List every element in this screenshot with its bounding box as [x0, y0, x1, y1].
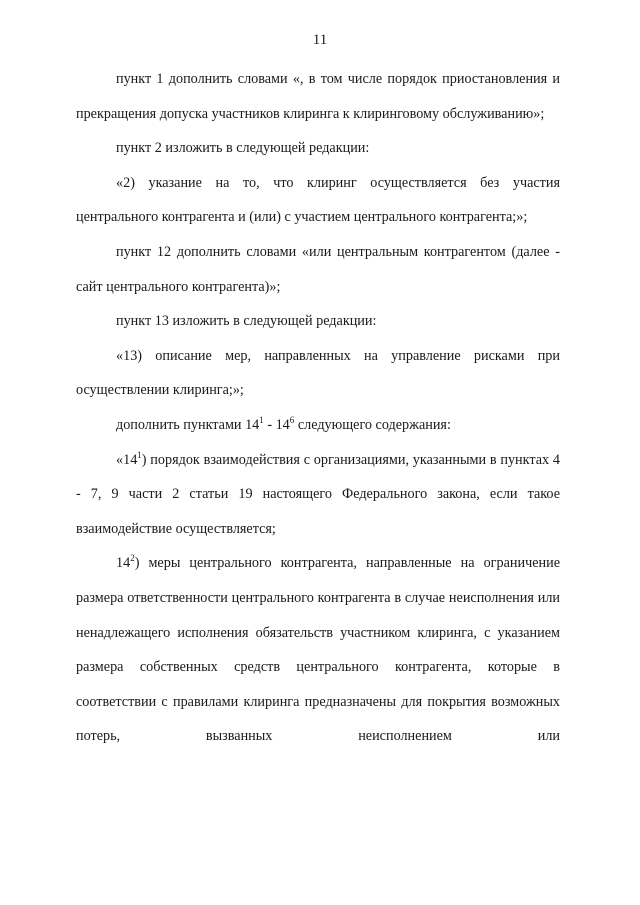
paragraph-p4: [76, 235, 560, 304]
paragraph-p5: [76, 304, 560, 339]
paragraph-text: 14: [116, 555, 131, 572]
paragraph-text: пункт 2 изложить в следующей редакции:: [116, 140, 370, 157]
superscript: 1: [137, 449, 142, 460]
paragraph-text: - 14: [263, 416, 290, 433]
superscript: 1: [259, 414, 264, 425]
page-number: 11: [312, 32, 328, 48]
superscript: 6: [289, 414, 295, 425]
paragraph-p6: [76, 339, 560, 408]
paragraph-text: дополнить пунктами 14: [116, 416, 260, 433]
paragraph-text: следующего содержания:: [294, 416, 451, 433]
paragraph-text: пункт 12 дополнить словами «или центральным контрагентом (далее - сайт центрального контрагента)»;: [76, 243, 560, 295]
superscript: 2: [130, 553, 135, 564]
paragraph-text: «13) описание мер, направленных на управление рисками при осуществлении клиринга;»;: [76, 347, 560, 399]
paragraph-p2: [76, 131, 560, 166]
paragraph-text: ) порядок взаимодействия с организациями, указанными в пунктах 4 - 7, 9 части 2 статьи 19 настоящего Федерального закона, если такое взаимодействие осуществляется;: [76, 451, 560, 537]
paragraph-text: «14: [116, 451, 138, 468]
paragraph-text: «2) указание на то, что клиринг осуществляется без участия центрального контрагента и (или) с участием центрального контрагента;»;: [76, 174, 560, 226]
paragraph-p8: [76, 443, 560, 547]
paragraph-text: пункт 1 дополнить словами «, в том числе порядок приостановления и прекращения допуска участников клиринга к клиринговому обслуживанию»;: [76, 71, 560, 122]
document-body: [76, 62, 560, 754]
paragraph-p3: [76, 166, 560, 235]
paragraph-p1: [76, 62, 560, 131]
paragraph-text: ) меры центрального контрагента, направленные на ограничение размера ответственности центрального контрагента в случае неисполнения или ненадлежащего исполнения обязательств участником клиринга, с указанием размера собственных средств центрального контрагента, которые в соответствии с правилами клиринга предназначены для покрытия возможных потерь, вызванных неисполнением или: [76, 555, 560, 745]
paragraph-p9: [76, 546, 560, 754]
paragraph-text: пункт 13 изложить в следующей редакции:: [116, 313, 377, 330]
paragraph-p7: [76, 408, 560, 443]
